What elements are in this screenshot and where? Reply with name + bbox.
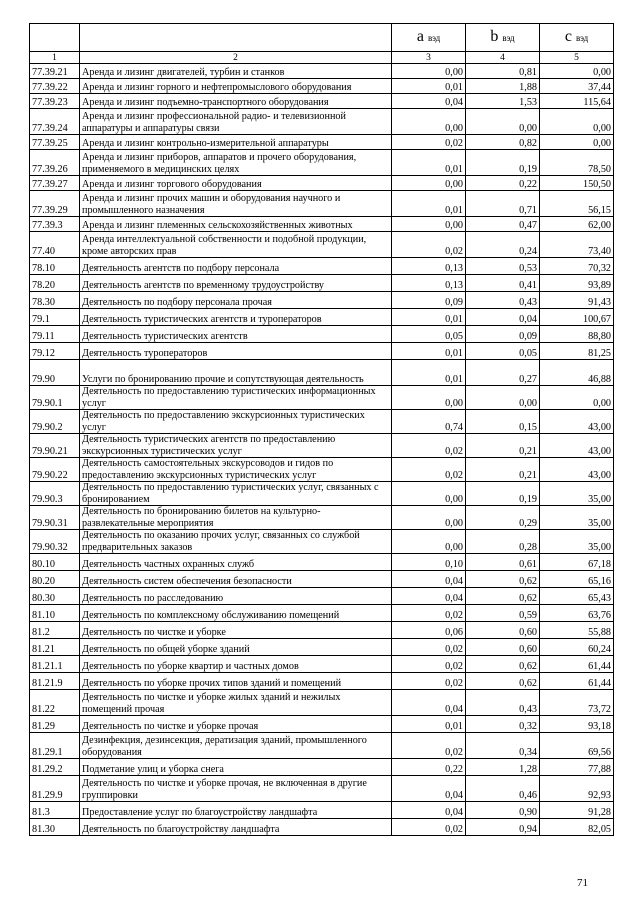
table-row <box>30 673 614 690</box>
activity-description: Деятельность по бронированию билетов на культурно-развлекательные мероприятия <box>80 506 392 530</box>
value-c: 43,00 <box>540 410 614 434</box>
value-a: 0,00 <box>392 386 466 410</box>
activity-description: Деятельность по чистке и уборке прочая <box>80 716 392 733</box>
activity-code: 79.90.21 <box>30 434 80 458</box>
activity-description: Аренда интеллектуальной собственности и подобной продукции, кроме авторских прав <box>80 232 392 258</box>
value-a: 0,02 <box>392 458 466 482</box>
value-b: 0,24 <box>466 232 540 258</box>
column-number: 3 <box>392 52 466 64</box>
value-b: 0,05 <box>466 343 540 360</box>
activity-description: Аренда и лизинг прочих машин и оборудования научного и промышленного назначения <box>80 191 392 217</box>
activity-description: Подметание улиц и уборка снега <box>80 759 392 776</box>
value-a: 0,00 <box>392 217 466 232</box>
value-c: 82,05 <box>540 819 614 836</box>
value-a: 0,00 <box>392 482 466 506</box>
activity-description: Деятельность по предоставлению туристических информационных услуг <box>80 386 392 410</box>
activity-code: 81.30 <box>30 819 80 836</box>
table-row <box>30 656 614 673</box>
header-row <box>30 24 614 52</box>
value-a: 0,10 <box>392 554 466 571</box>
value-a: 0,13 <box>392 258 466 275</box>
value-a: 0,04 <box>392 571 466 588</box>
value-c: 67,18 <box>540 554 614 571</box>
activity-code: 77.39.26 <box>30 150 80 176</box>
activity-code: 79.90.3 <box>30 482 80 506</box>
value-c: 73,40 <box>540 232 614 258</box>
value-b: 0,90 <box>466 802 540 819</box>
value-c: 35,00 <box>540 506 614 530</box>
table-row <box>30 434 614 458</box>
value-b: 0,00 <box>466 109 540 135</box>
value-c: 115,64 <box>540 94 614 109</box>
activity-description: Деятельность самостоятельных экскурсоводов и гидов по предоставлению экскурсионных туристических услуг <box>80 458 392 482</box>
value-c: 65,43 <box>540 588 614 605</box>
value-b: 0,21 <box>466 458 540 482</box>
table-row <box>30 326 614 343</box>
value-c: 43,00 <box>540 434 614 458</box>
value-b: 0,60 <box>466 622 540 639</box>
value-a: 0,01 <box>392 716 466 733</box>
column-number: 1 <box>30 52 80 64</box>
value-c: 81,25 <box>540 343 614 360</box>
column-number: 2 <box>80 52 392 64</box>
activity-code: 78.30 <box>30 292 80 309</box>
table-row <box>30 79 614 94</box>
value-a: 0,04 <box>392 94 466 109</box>
value-b: 0,19 <box>466 150 540 176</box>
activity-code: 81.29 <box>30 716 80 733</box>
table-row <box>30 360 614 386</box>
table-row <box>30 150 614 176</box>
value-b: 0,82 <box>466 135 540 150</box>
value-c: 62,00 <box>540 217 614 232</box>
coefficients-table <box>29 23 614 836</box>
table-row <box>30 292 614 309</box>
activity-code: 79.90.31 <box>30 506 80 530</box>
value-b: 1,88 <box>466 79 540 94</box>
activity-code: 77.39.27 <box>30 176 80 191</box>
value-b: 0,04 <box>466 309 540 326</box>
table-row <box>30 275 614 292</box>
column-number-row <box>30 52 614 64</box>
value-c: 92,93 <box>540 776 614 802</box>
header-subscript: вэд <box>502 32 515 43</box>
value-b: 0,53 <box>466 258 540 275</box>
activity-description: Деятельность по комплексному обслуживанию помещений <box>80 605 392 622</box>
header-letter: c <box>564 27 572 45</box>
header-letter: a <box>416 27 424 45</box>
activity-code: 81.22 <box>30 690 80 716</box>
value-b: 0,34 <box>466 733 540 759</box>
value-a: 0,00 <box>392 530 466 554</box>
activity-code: 79.12 <box>30 343 80 360</box>
activity-code: 77.39.24 <box>30 109 80 135</box>
activity-description: Аренда и лизинг племенных сельскохозяйственных животных <box>80 217 392 232</box>
activity-description: Деятельность по уборке прочих типов зданий и помещений <box>80 673 392 690</box>
activity-description: Деятельность по чистке и уборке прочая, не включенная в другие группировки <box>80 776 392 802</box>
activity-description: Деятельность туристических агентств и туроператоров <box>80 309 392 326</box>
activity-code: 81.21 <box>30 639 80 656</box>
activity-code: 79.1 <box>30 309 80 326</box>
activity-code: 81.29.2 <box>30 759 80 776</box>
value-a: 0,02 <box>392 733 466 759</box>
value-c: 88,80 <box>540 326 614 343</box>
value-c: 65,16 <box>540 571 614 588</box>
table-body <box>30 24 614 836</box>
activity-code: 79.90 <box>30 360 80 386</box>
activity-code: 77.39.23 <box>30 94 80 109</box>
value-b: 0,62 <box>466 571 540 588</box>
value-c: 35,00 <box>540 482 614 506</box>
value-a: 0,13 <box>392 275 466 292</box>
activity-description: Аренда и лизинг профессиональной радио- и телевизионной аппаратуры и аппаратуры связи <box>80 109 392 135</box>
value-c: 91,43 <box>540 292 614 309</box>
value-c: 0,00 <box>540 386 614 410</box>
activity-code: 79.90.1 <box>30 386 80 410</box>
value-b: 0,62 <box>466 656 540 673</box>
value-a: 0,04 <box>392 690 466 716</box>
activity-code: 80.30 <box>30 588 80 605</box>
table-row <box>30 309 614 326</box>
value-a: 0,00 <box>392 176 466 191</box>
value-b: 0,43 <box>466 690 540 716</box>
value-a: 0,00 <box>392 109 466 135</box>
activity-description: Деятельность по оказанию прочих услуг, связанных со службой предварительных заказов <box>80 530 392 554</box>
activity-description: Деятельность по чистке и уборке <box>80 622 392 639</box>
table-row <box>30 410 614 434</box>
table-row <box>30 605 614 622</box>
table-row <box>30 802 614 819</box>
table-row <box>30 135 614 150</box>
value-a: 0,00 <box>392 506 466 530</box>
activity-description: Деятельность по чистке и уборке жилых зданий и нежилых помещений прочая <box>80 690 392 716</box>
activity-code: 79.90.32 <box>30 530 80 554</box>
table-row <box>30 733 614 759</box>
value-a: 0,01 <box>392 79 466 94</box>
table-row <box>30 176 614 191</box>
value-c: 61,44 <box>540 656 614 673</box>
value-b: 0,62 <box>466 588 540 605</box>
activity-description: Аренда и лизинг двигателей, турбин и станков <box>80 64 392 79</box>
value-b: 0,81 <box>466 64 540 79</box>
activity-description: Деятельность по подбору персонала прочая <box>80 292 392 309</box>
value-a: 0,05 <box>392 326 466 343</box>
activity-description: Деятельность агентств по временному трудоустройству <box>80 275 392 292</box>
header-col-c <box>540 24 614 52</box>
value-a: 0,02 <box>392 819 466 836</box>
value-c: 46,88 <box>540 360 614 386</box>
table-row <box>30 217 614 232</box>
value-a: 0,01 <box>392 360 466 386</box>
value-b: 0,22 <box>466 176 540 191</box>
value-b: 0,15 <box>466 410 540 434</box>
table-row <box>30 482 614 506</box>
value-c: 78,50 <box>540 150 614 176</box>
activity-code: 77.39.29 <box>30 191 80 217</box>
activity-code: 81.3 <box>30 802 80 819</box>
value-b: 0,43 <box>466 292 540 309</box>
value-a: 0,01 <box>392 191 466 217</box>
activity-description: Деятельность по расследованию <box>80 588 392 605</box>
value-c: 60,24 <box>540 639 614 656</box>
table-row <box>30 554 614 571</box>
activity-code: 81.29.9 <box>30 776 80 802</box>
activity-description: Деятельность систем обеспечения безопасности <box>80 571 392 588</box>
header-letter: b <box>490 27 499 45</box>
value-a: 0,02 <box>392 639 466 656</box>
activity-code: 81.29.1 <box>30 733 80 759</box>
value-b: 0,41 <box>466 275 540 292</box>
value-c: 70,32 <box>540 258 614 275</box>
value-c: 63,76 <box>540 605 614 622</box>
activity-code: 81.21.1 <box>30 656 80 673</box>
activity-description: Деятельность туристических агентств <box>80 326 392 343</box>
activity-code: 81.10 <box>30 605 80 622</box>
table-row <box>30 506 614 530</box>
value-a: 0,04 <box>392 588 466 605</box>
activity-code: 77.40 <box>30 232 80 258</box>
column-number: 4 <box>466 52 540 64</box>
value-a: 0,01 <box>392 150 466 176</box>
value-a: 0,06 <box>392 622 466 639</box>
table-row <box>30 759 614 776</box>
activity-description: Аренда и лизинг приборов, аппаратов и прочего оборудования, применяемого в медицинских целях <box>80 150 392 176</box>
value-b: 0,60 <box>466 639 540 656</box>
table-row <box>30 64 614 79</box>
value-b: 0,19 <box>466 482 540 506</box>
value-a: 0,02 <box>392 135 466 150</box>
activity-description: Деятельность по предоставлению туристических услуг, связанных с бронированием <box>80 482 392 506</box>
value-b: 0,47 <box>466 217 540 232</box>
value-c: 77,88 <box>540 759 614 776</box>
table-row <box>30 690 614 716</box>
activity-description: Дезинфекция, дезинсекция, дератизация зданий, промышленного оборудования <box>80 733 392 759</box>
table-row <box>30 109 614 135</box>
value-b: 0,32 <box>466 716 540 733</box>
value-a: 0,01 <box>392 309 466 326</box>
value-c: 100,67 <box>540 309 614 326</box>
value-a: 0,74 <box>392 410 466 434</box>
value-b: 1,28 <box>466 759 540 776</box>
value-a: 0,02 <box>392 605 466 622</box>
activity-code: 81.2 <box>30 622 80 639</box>
value-a: 0,04 <box>392 776 466 802</box>
value-a: 0,00 <box>392 64 466 79</box>
header-desc-cell <box>80 24 392 52</box>
activity-code: 77.39.3 <box>30 217 80 232</box>
activity-description: Деятельность туристических агентств по предоставлению экскурсионных туристических услуг <box>80 434 392 458</box>
table-row <box>30 776 614 802</box>
header-subscript: вэд <box>427 32 441 43</box>
activity-code: 80.10 <box>30 554 80 571</box>
value-b: 0,62 <box>466 673 540 690</box>
value-a: 0,02 <box>392 673 466 690</box>
activity-description: Услуги по бронированию прочие и сопутствующая деятельность <box>80 360 392 386</box>
value-a: 0,04 <box>392 802 466 819</box>
table-row <box>30 639 614 656</box>
value-c: 43,00 <box>540 458 614 482</box>
value-c: 56,15 <box>540 191 614 217</box>
activity-code: 81.21.9 <box>30 673 80 690</box>
activity-code: 77.39.22 <box>30 79 80 94</box>
activity-code: 78.20 <box>30 275 80 292</box>
value-c: 0,00 <box>540 135 614 150</box>
header-subscript: вэд <box>575 32 589 43</box>
value-b: 0,27 <box>466 360 540 386</box>
value-c: 55,88 <box>540 622 614 639</box>
activity-description: Деятельность по общей уборке зданий <box>80 639 392 656</box>
value-b: 0,94 <box>466 819 540 836</box>
value-a: 0,02 <box>392 434 466 458</box>
value-c: 0,00 <box>540 109 614 135</box>
table-row <box>30 530 614 554</box>
page-number: 71 <box>577 877 588 889</box>
value-c: 91,28 <box>540 802 614 819</box>
activity-code: 79.90.2 <box>30 410 80 434</box>
table-row <box>30 94 614 109</box>
table-row <box>30 588 614 605</box>
value-c: 93,18 <box>540 716 614 733</box>
value-b: 0,71 <box>466 191 540 217</box>
value-a: 0,22 <box>392 759 466 776</box>
value-c: 150,50 <box>540 176 614 191</box>
activity-description: Аренда и лизинг подъемно-транспортного оборудования <box>80 94 392 109</box>
value-b: 0,59 <box>466 605 540 622</box>
activity-code: 77.39.21 <box>30 64 80 79</box>
value-c: 93,89 <box>540 275 614 292</box>
value-a: 0,02 <box>392 656 466 673</box>
activity-code: 80.20 <box>30 571 80 588</box>
value-b: 1,53 <box>466 94 540 109</box>
table-row <box>30 191 614 217</box>
header-col-b <box>466 24 540 52</box>
table-row <box>30 258 614 275</box>
table-row <box>30 343 614 360</box>
value-b: 0,09 <box>466 326 540 343</box>
table-row <box>30 386 614 410</box>
value-c: 0,00 <box>540 64 614 79</box>
value-a: 0,09 <box>392 292 466 309</box>
activity-code: 78.10 <box>30 258 80 275</box>
table-row <box>30 716 614 733</box>
activity-description: Деятельность туроператоров <box>80 343 392 360</box>
activity-description: Аренда и лизинг горного и нефтепромыслового оборудования <box>80 79 392 94</box>
column-number: 5 <box>540 52 614 64</box>
value-a: 0,01 <box>392 343 466 360</box>
table-row <box>30 571 614 588</box>
value-b: 0,28 <box>466 530 540 554</box>
value-c: 37,44 <box>540 79 614 94</box>
activity-description: Деятельность агентств по подбору персонала <box>80 258 392 275</box>
activity-code: 79.11 <box>30 326 80 343</box>
activity-code: 77.39.25 <box>30 135 80 150</box>
value-b: 0,46 <box>466 776 540 802</box>
value-b: 0,21 <box>466 434 540 458</box>
value-c: 35,00 <box>540 530 614 554</box>
table-row <box>30 819 614 836</box>
value-c: 73,72 <box>540 690 614 716</box>
value-a: 0,02 <box>392 232 466 258</box>
value-b: 0,61 <box>466 554 540 571</box>
activity-description: Деятельность по благоустройству ландшафта <box>80 819 392 836</box>
value-c: 69,56 <box>540 733 614 759</box>
activity-description: Деятельность частных охранных служб <box>80 554 392 571</box>
activity-description: Аренда и лизинг торгового оборудования <box>80 176 392 191</box>
activity-description: Деятельность по предоставлению экскурсионных туристических услуг <box>80 410 392 434</box>
table-row <box>30 458 614 482</box>
value-b: 0,29 <box>466 506 540 530</box>
value-b: 0,00 <box>466 386 540 410</box>
activity-description: Предоставление услуг по благоустройству ландшафта <box>80 802 392 819</box>
activity-description: Деятельность по уборке квартир и частных домов <box>80 656 392 673</box>
header-col-a <box>392 24 466 52</box>
activity-code: 79.90.22 <box>30 458 80 482</box>
value-c: 61,44 <box>540 673 614 690</box>
header-code-cell <box>30 24 80 52</box>
activity-description: Аренда и лизинг контрольно-измерительной аппаратуры <box>80 135 392 150</box>
table-row <box>30 622 614 639</box>
table-row <box>30 232 614 258</box>
